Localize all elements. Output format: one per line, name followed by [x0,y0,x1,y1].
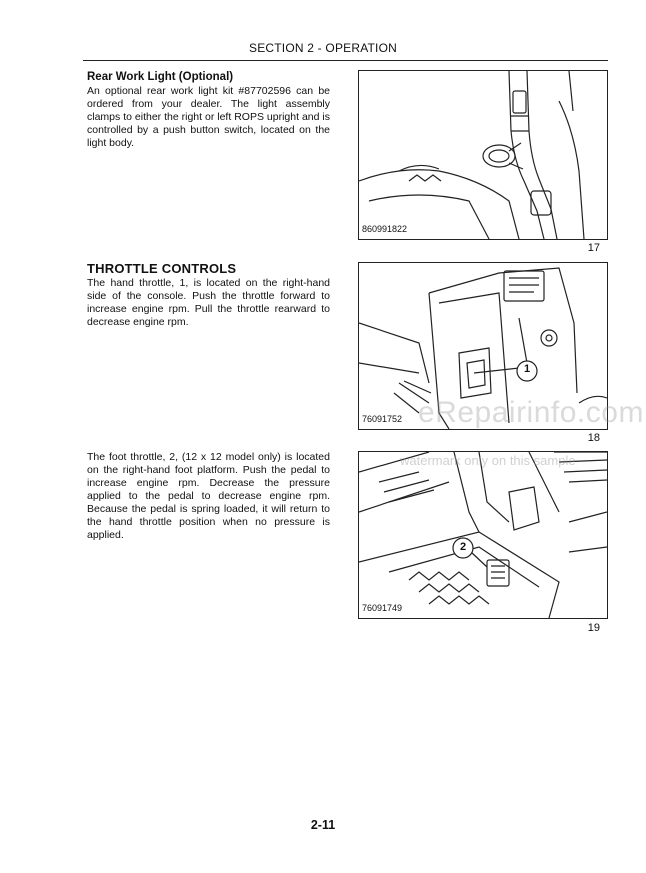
figure-17-code: 860991822 [362,224,408,234]
rear-work-light-title: Rear Work Light (Optional) [87,71,234,83]
foot-throttle-illustration [359,452,607,618]
figure-19-code: 76091749 [362,603,403,613]
figure-17-rear-work-light [358,70,608,240]
hand-throttle-text: The hand throttle, 1, is located on the right-hand side of the console. Push the throttle forward to increase engine rpm. Pull the throttle rearward to decrease engine rpm. [87,277,330,328]
rear-work-light-illustration [359,71,607,239]
figure-19-number: 19 [587,622,600,634]
rear-work-light-text: An optional rear work light kit #87702596 can be ordered from your dealer. The light assembly clamps to either the right or left ROPS upright and is controlled by a push button switch, located on the light body. [87,85,330,149]
watermark-text: eRepairinfo.com [418,396,644,429]
figure-19-foot-throttle [358,451,608,619]
watermark-subtext: watermark only on this sample [400,453,576,468]
section-header: SECTION 2 - OPERATION [249,41,397,55]
figure-18-number: 18 [587,432,600,444]
throttle-controls-heading: THROTTLE CONTROLS [87,261,237,276]
page-number: 2-11 [310,818,336,832]
foot-throttle-text: The foot throttle, 2, (12 x 12 model only) is located on the right-hand foot platform. Push the pedal to increase engine rpm. Decrease the pressure applied to the pedal to decrease engine rpm. Because the pedal is spring loaded, it will return to the hand throttle position when no pressure is applied. [87,451,330,541]
header-rule [83,60,608,61]
figure-18-code: 76091752 [362,414,403,424]
figure-17-number: 17 [587,242,600,254]
callout-1: 1 [523,363,531,375]
callout-2: 2 [459,541,467,553]
